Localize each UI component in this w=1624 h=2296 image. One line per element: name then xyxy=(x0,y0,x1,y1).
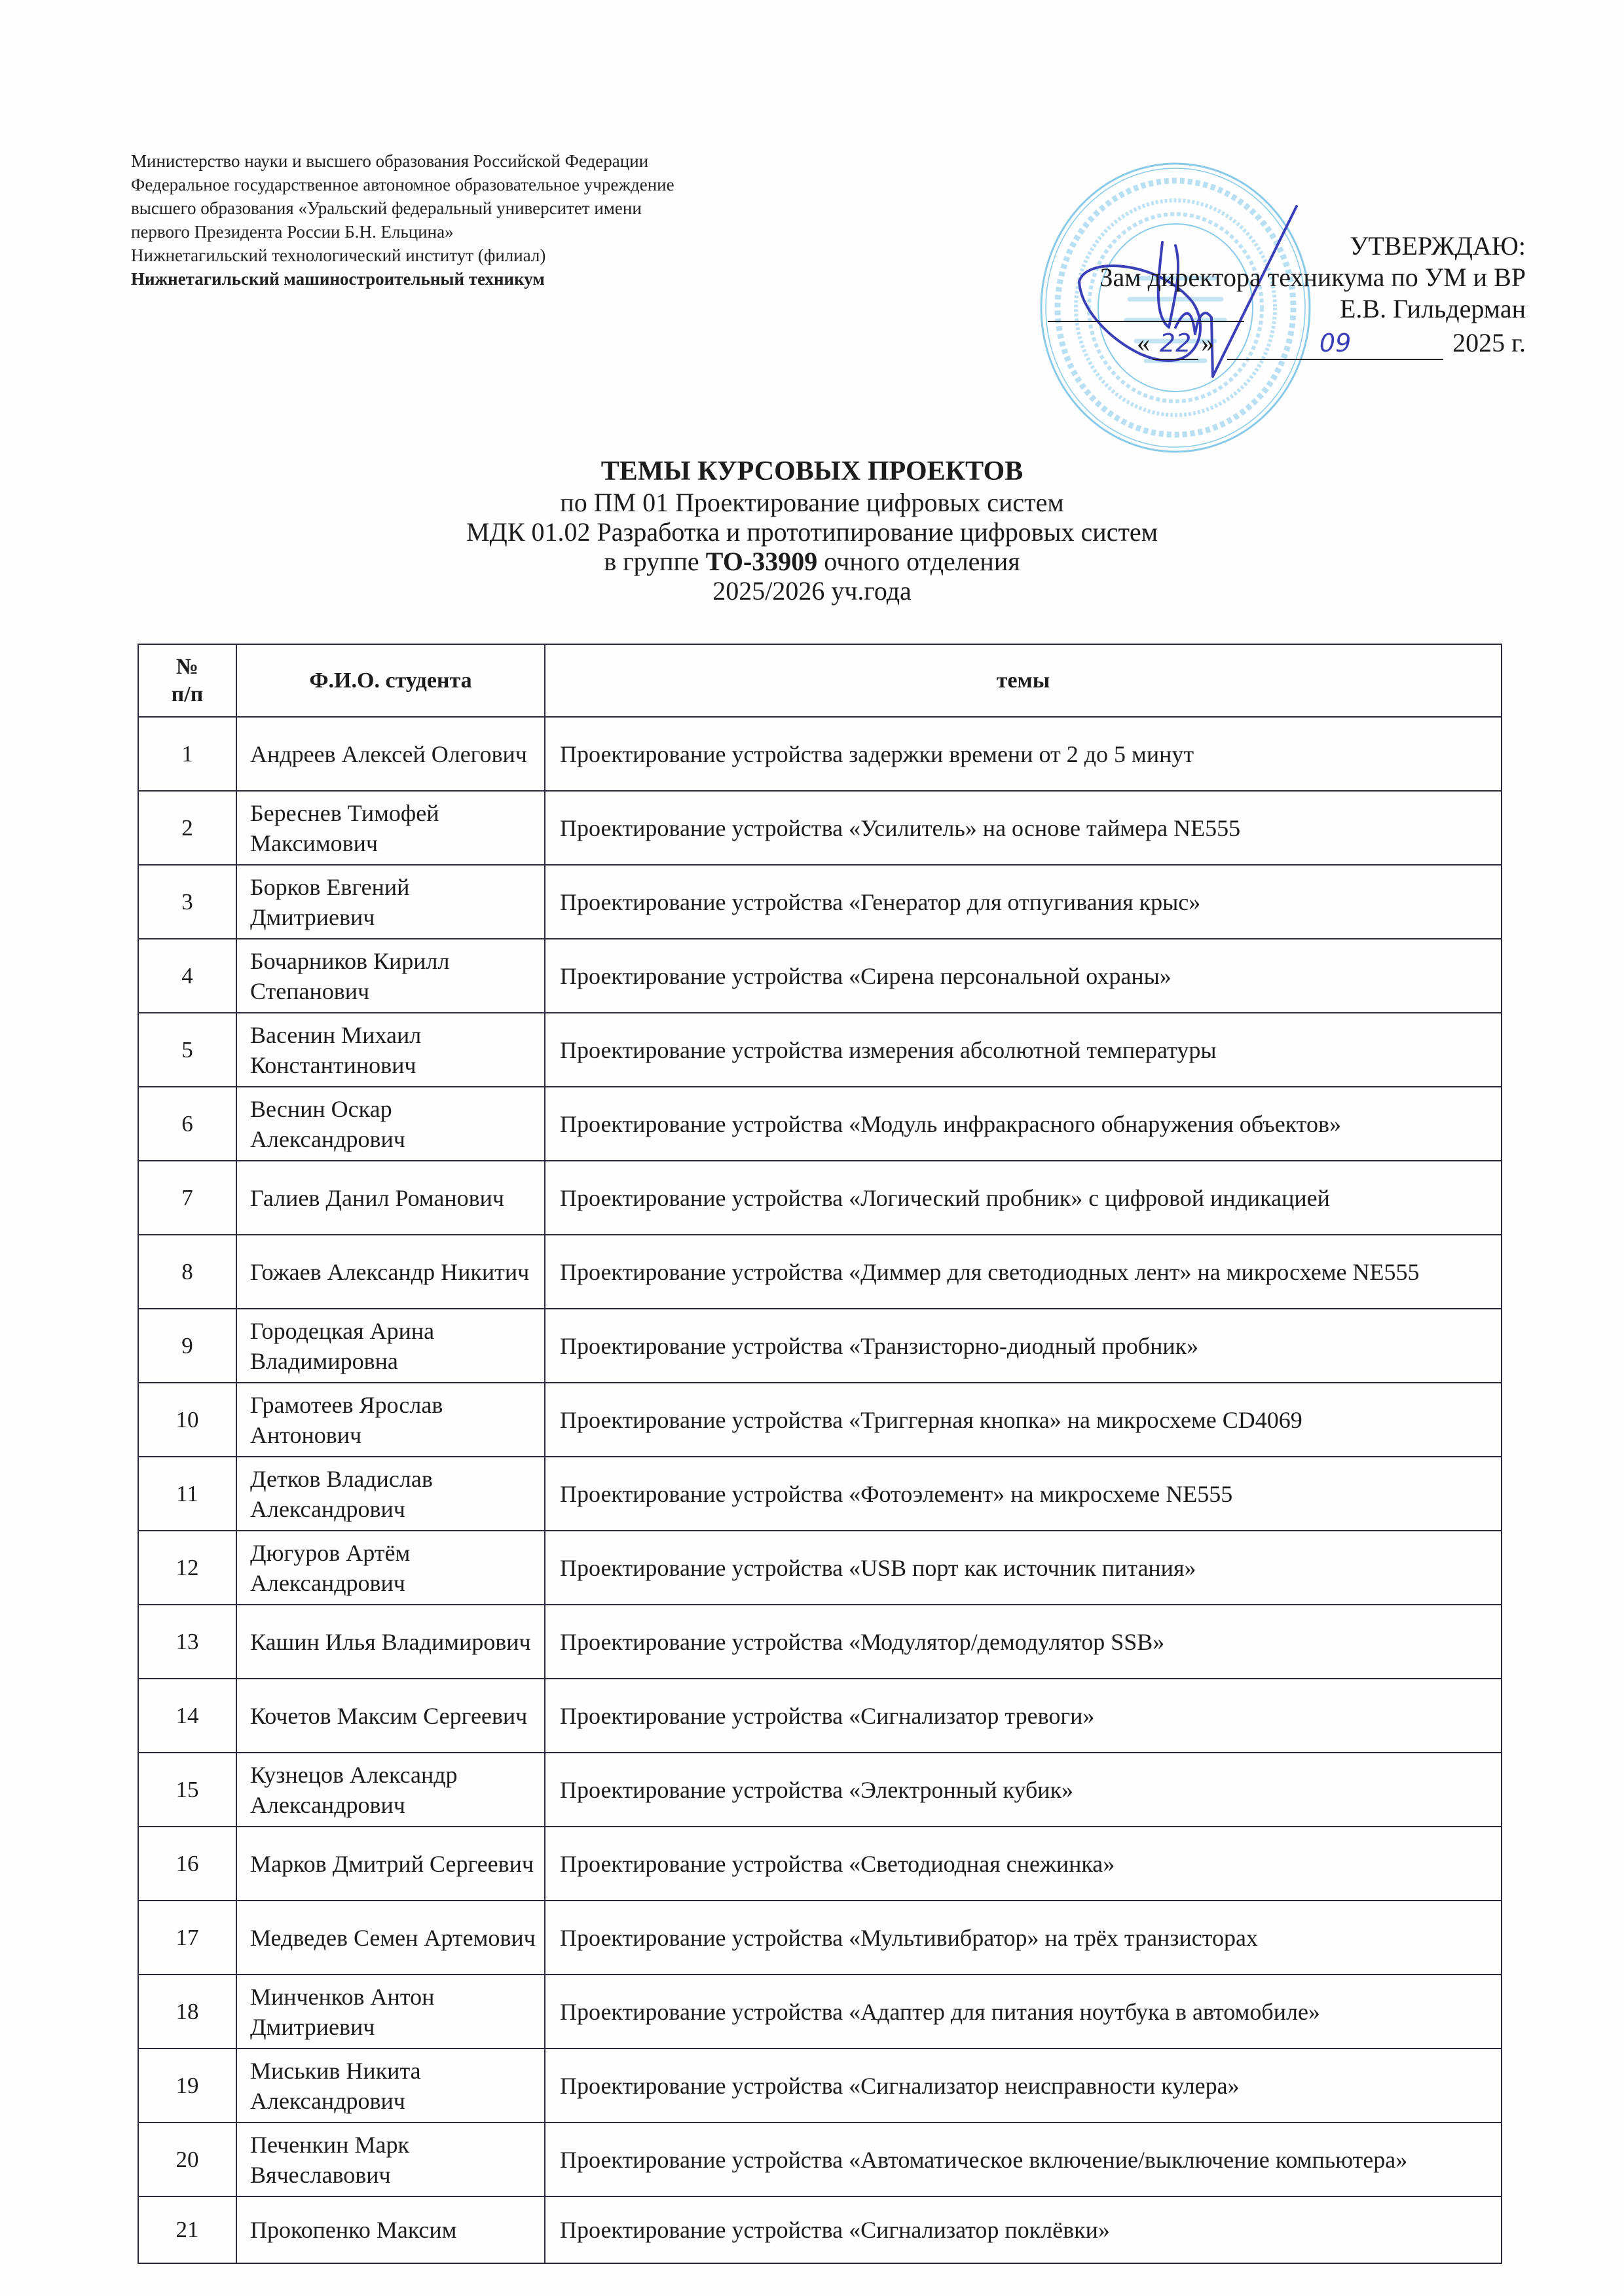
header-number-symbol: № xyxy=(175,654,199,679)
student-name: Кочетов Максим Сергеевич xyxy=(236,1679,545,1753)
approval-date xyxy=(969,327,1526,361)
header-number xyxy=(138,644,236,717)
table-header-row xyxy=(138,644,1502,717)
table-row xyxy=(138,791,1502,865)
project-topic: Проектирование устройства «Сирена персональной охраны» xyxy=(545,939,1502,1013)
date-quote-open: « xyxy=(1137,328,1151,357)
project-topic: Проектирование устройства «Фотоэлемент» на микросхеме NE555 xyxy=(545,1457,1502,1531)
student-name: Борков Евгений Дмитриевич xyxy=(236,865,545,939)
row-number: 8 xyxy=(138,1235,236,1309)
date-quote-close: » xyxy=(1201,328,1215,357)
table-row xyxy=(138,1309,1502,1383)
student-name: Кузнецов Александр Александрович xyxy=(236,1753,545,1827)
topics-table xyxy=(138,644,1502,2264)
project-topic: Проектирование устройства «Автоматическое включение/выключение компьютера» xyxy=(545,2123,1502,2196)
row-number: 16 xyxy=(138,1827,236,1901)
table-row xyxy=(138,1531,1502,1605)
table-row xyxy=(138,1457,1502,1531)
row-number: 13 xyxy=(138,1605,236,1679)
row-number: 15 xyxy=(138,1753,236,1827)
table-row xyxy=(138,1679,1502,1753)
date-year: 2025 г. xyxy=(1452,328,1526,357)
table-row xyxy=(138,1827,1502,1901)
group-code: ТО-33909 xyxy=(705,547,818,576)
project-topic: Проектирование устройства «USB порт как источник питания» xyxy=(545,1531,1502,1605)
project-topic: Проектирование устройства «Диммер для светодиодных лент» на микросхеме NE555 xyxy=(545,1235,1502,1309)
student-name: Грамотеев Ярослав Антонович xyxy=(236,1383,545,1457)
student-name: Береснев Тимофей Максимович xyxy=(236,791,545,865)
student-name: Андреев Алексей Олегович xyxy=(236,717,545,791)
table-row xyxy=(138,717,1502,791)
subtitle-module: по ПМ 01 Проектирование цифровых систем xyxy=(560,488,1064,517)
row-number: 20 xyxy=(138,2123,236,2196)
project-topic: Проектирование устройства измерения абсолютной температуры xyxy=(545,1013,1502,1087)
org-line-college: Нижнетагильский машиностроительный техникум xyxy=(131,269,545,289)
table-body xyxy=(138,717,1502,2263)
row-number: 7 xyxy=(138,1161,236,1235)
project-topic: Проектирование устройства «Адаптер для питания ноутбука в автомобиле» xyxy=(545,1975,1502,2049)
table-row xyxy=(138,1235,1502,1309)
student-name: Гожаев Александр Никитич xyxy=(236,1235,545,1309)
group-prefix: в группе xyxy=(604,547,706,576)
group-suffix: очного отделения xyxy=(817,547,1020,576)
approval-title: УТВЕРЖДАЮ: xyxy=(1350,231,1526,261)
document-titles xyxy=(0,455,1624,606)
row-number: 5 xyxy=(138,1013,236,1087)
student-name: Веснин Оскар Александрович xyxy=(236,1087,545,1161)
org-line-institute: Нижнетагильский технологический институт (филиал) xyxy=(131,246,546,265)
student-name: Бочарников Кирилл Степанович xyxy=(236,939,545,1013)
table-row xyxy=(138,1383,1502,1457)
project-topic: Проектирование устройства «Сигнализатор неисправности кулера» xyxy=(545,2049,1502,2123)
date-day: 22 xyxy=(1153,327,1198,360)
project-topic: Проектирование устройства «Светодиодная снежинка» xyxy=(545,1827,1502,1901)
student-name: Детков Владислав Александрович xyxy=(236,1457,545,1531)
header-student-name: Ф.И.О. студента xyxy=(236,644,545,717)
subtitle-course: МДК 01.02 Разработка и прототипирование цифровых систем xyxy=(466,517,1158,547)
table-row xyxy=(138,1605,1502,1679)
student-name: Васенин Михаил Константинович xyxy=(236,1013,545,1087)
project-topic: Проектирование устройства задержки времени от 2 до 5 минут xyxy=(545,717,1502,791)
row-number: 4 xyxy=(138,939,236,1013)
student-name: Медведев Семен Артемович xyxy=(236,1901,545,1975)
student-name: Дюгуров Артём Александрович xyxy=(236,1531,545,1605)
project-topic: Проектирование устройства «Триггерная кнопка» на микросхеме CD4069 xyxy=(545,1383,1502,1457)
table-row xyxy=(138,2123,1502,2196)
student-name: Печенкин Марк Вячеславович xyxy=(236,2123,545,2196)
org-line-federal: Федеральное государственное автономное образовательное учреждение xyxy=(131,175,674,194)
table-row xyxy=(138,1161,1502,1235)
table-row xyxy=(138,1901,1502,1975)
row-number: 17 xyxy=(138,1901,236,1975)
project-topic: Проектирование устройства «Электронный кубик» xyxy=(545,1753,1502,1827)
org-line-ministry: Министерство науки и высшего образования Российской Федерации xyxy=(131,151,649,171)
header-number-label: п/п xyxy=(171,682,204,706)
table-row xyxy=(138,1087,1502,1161)
row-number: 2 xyxy=(138,791,236,865)
student-name: Городецкая Арина Владимировна xyxy=(236,1309,545,1383)
student-name: Марков Дмитрий Сергеевич xyxy=(236,1827,545,1901)
row-number: 19 xyxy=(138,2049,236,2123)
table-row xyxy=(138,939,1502,1013)
table-row xyxy=(138,865,1502,939)
org-line-university: высшего образования «Уральский федеральный университет имени xyxy=(131,198,642,218)
student-name: Кашин Илья Владимирович xyxy=(236,1605,545,1679)
student-name: Галиев Данил Романович xyxy=(236,1161,545,1235)
project-topic: Проектирование устройства «Сигнализатор тревоги» xyxy=(545,1679,1502,1753)
table-row xyxy=(138,2049,1502,2123)
student-name: Прокопенко Максим xyxy=(236,2196,545,2263)
signature-line xyxy=(1048,321,1244,322)
row-number: 12 xyxy=(138,1531,236,1605)
project-topic: Проектирование устройства «Модулятор/демодулятор SSB» xyxy=(545,1605,1502,1679)
row-number: 9 xyxy=(138,1309,236,1383)
approver-name: Е.В. Гильдерман xyxy=(1339,294,1526,323)
row-number: 14 xyxy=(138,1679,236,1753)
approver-position: Зам директора техникума по УМ и ВР xyxy=(1099,263,1526,292)
student-name: Минченков Антон Дмитриевич xyxy=(236,1975,545,2049)
table-row xyxy=(138,1975,1502,2049)
project-topic: Проектирование устройства «Транзисторно-диодный пробник» xyxy=(545,1309,1502,1383)
table-row xyxy=(138,2196,1502,2263)
student-name: Миськив Никита Александрович xyxy=(236,2049,545,2123)
project-topic: Проектирование устройства «Сигнализатор поклёвки» xyxy=(545,2196,1502,2263)
row-number: 11 xyxy=(138,1457,236,1531)
row-number: 3 xyxy=(138,865,236,939)
row-number: 21 xyxy=(138,2196,236,2263)
organization-header xyxy=(131,149,943,291)
table-row xyxy=(138,1013,1502,1087)
row-number: 6 xyxy=(138,1087,236,1161)
project-topic: Проектирование устройства «Логический пробник» с цифровой индикацией xyxy=(545,1161,1502,1235)
table-row xyxy=(138,1753,1502,1827)
row-number: 10 xyxy=(138,1383,236,1457)
row-number: 1 xyxy=(138,717,236,791)
project-topic: Проектирование устройства «Модуль инфракрасного обнаружения объектов» xyxy=(545,1087,1502,1161)
academic-year: 2025/2026 уч.года xyxy=(712,576,912,606)
date-month: 09 xyxy=(1227,327,1443,360)
project-topic: Проектирование устройства «Усилитель» на основе таймера NE555 xyxy=(545,791,1502,865)
document-title: ТЕМЫ КУРСОВЫХ ПРОЕКТОВ xyxy=(600,456,1024,486)
header-topic: темы xyxy=(545,644,1502,717)
row-number: 18 xyxy=(138,1975,236,2049)
project-topic: Проектирование устройства «Генератор для отпугивания крыс» xyxy=(545,865,1502,939)
project-topic: Проектирование устройства «Мультивибратор» на трёх транзисторах xyxy=(545,1901,1502,1975)
approval-block xyxy=(969,230,1526,361)
subtitle-group-line xyxy=(0,547,1624,576)
org-line-president: первого Президента России Б.Н. Ельцина» xyxy=(131,222,454,242)
